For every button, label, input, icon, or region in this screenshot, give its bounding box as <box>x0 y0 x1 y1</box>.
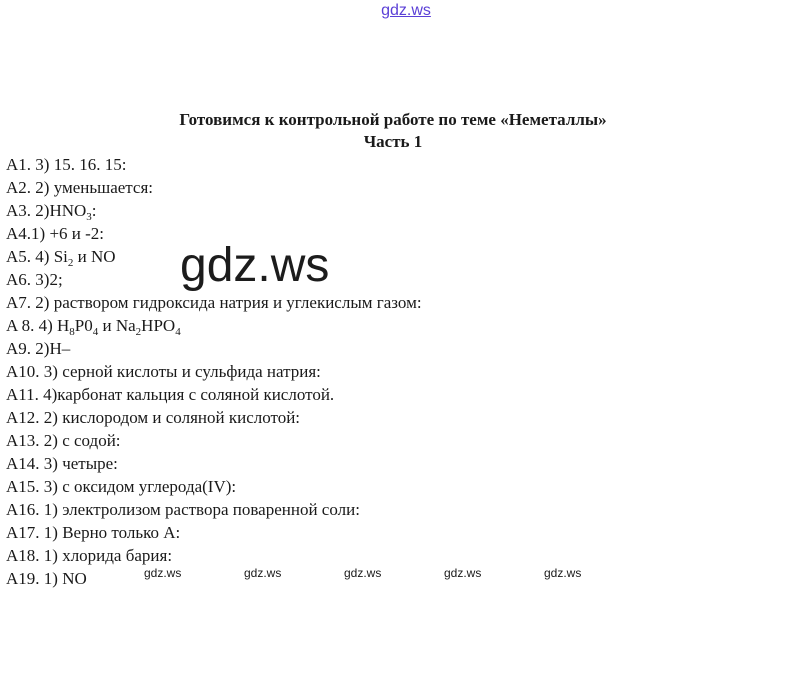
answer-a5-text: A5. 4) Si <box>6 247 68 266</box>
answer-a4: A4.1) +6 и -2: <box>6 224 105 243</box>
title-line-1: Готовимся к контрольной работе по теме «Неметаллы» <box>179 110 607 129</box>
answer-a17: A17. 1) Верно только А: <box>6 523 181 542</box>
answer-a8-mid-2: и Na <box>98 316 136 335</box>
bottom-watermark-5: gdz.ws <box>544 566 582 580</box>
answer-a12: A12. 2) кислородом и соляной кислотой: <box>6 408 301 427</box>
bottom-watermark-2: gdz.ws <box>244 566 282 580</box>
answer-a8-tail: HPO <box>141 316 176 335</box>
answer-a8-sub-1: 8 <box>69 326 75 338</box>
center-watermark: gdz.ws <box>180 239 330 292</box>
answer-a15: A15. 3) с оксидом углерода(IV): <box>6 477 237 496</box>
bottom-watermark-3: gdz.ws <box>344 566 382 580</box>
answer-a10: A10. 3) серной кислоты и сульфида натрия: <box>6 362 321 381</box>
answer-a3 <box>6 199 566 222</box>
answer-a8-text: A 8. 4) H <box>6 316 70 335</box>
answer-a8 <box>6 314 566 337</box>
bottom-watermark-row <box>0 566 812 586</box>
answer-a3-tail: : <box>91 201 97 220</box>
answer-a1: A1. 3) 15. 16. 15: <box>6 155 127 174</box>
answer-a18: A18. 1) хлорида бария: <box>6 546 173 565</box>
answers-list <box>6 153 566 590</box>
answer-a19: A19. 1) NO <box>6 569 87 588</box>
page-title <box>0 109 786 153</box>
answer-a8-sub-2: 4 <box>92 326 99 338</box>
answer-a3-text: A3. 2)HNO <box>6 201 87 220</box>
answer-a8-sub-3: 2 <box>135 326 142 338</box>
bottom-watermark-1: gdz.ws <box>144 566 182 580</box>
answer-a8-sub-4: 4 <box>175 326 181 338</box>
answer-a5-tail: и NO <box>73 247 116 266</box>
answer-a9: A9. 2)H– <box>6 339 71 358</box>
answer-a14: A14. 3) четыре: <box>6 454 118 473</box>
answer-a8-mid: P0 <box>74 316 93 335</box>
answer-a6: A6. 3)2; <box>6 270 63 289</box>
answer-a16: A16. 1) электролизом раствора поваренной соли: <box>6 500 360 519</box>
answer-a11: A11. 4)карбонат кальция с соляной кислотой. <box>6 385 335 404</box>
answer-a7: A7. 2) раствором гидроксида натрия и углекислым газом: <box>6 293 422 312</box>
answer-a13: A13. 2) с содой: <box>6 431 121 450</box>
bottom-watermark-4: gdz.ws <box>444 566 482 580</box>
answer-a5-subscript: 2 <box>67 257 74 269</box>
answer-a3-subscript: 3 <box>86 211 92 223</box>
answer-a2: A2. 2) уменьшается: <box>6 178 154 197</box>
header-watermark[interactable]: gdz.ws <box>381 2 431 19</box>
title-line-2: Часть 1 <box>363 132 423 151</box>
